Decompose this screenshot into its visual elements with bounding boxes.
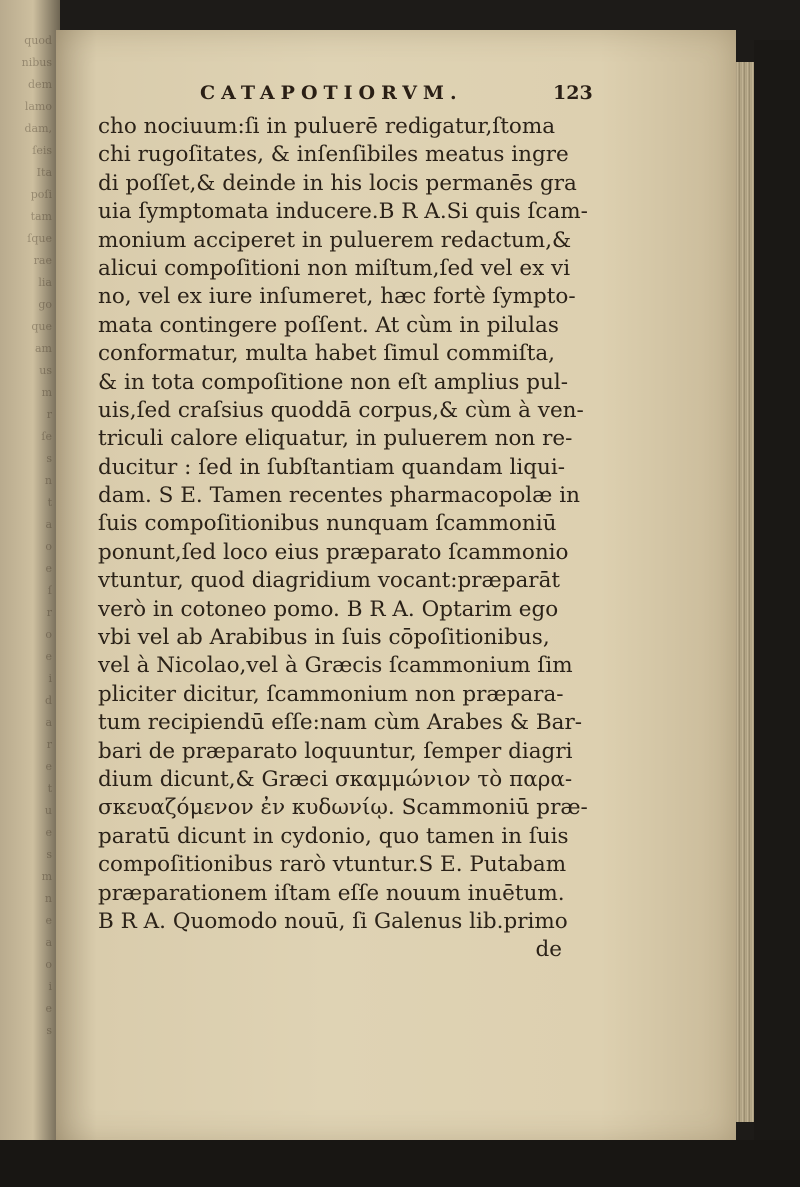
previous-page-fragment: tam <box>30 210 52 223</box>
page-number: 123 <box>553 82 593 104</box>
text-line: mata contingere poſſent. At cùm in pilulas <box>98 312 559 338</box>
previous-page-fragment: ſque <box>27 232 52 245</box>
text-line: uia ſymptomata inducere.B R A.Si quis ſcam- <box>98 199 588 225</box>
previous-page-fragment: e <box>45 1002 52 1015</box>
previous-page-fragment: u <box>44 804 52 817</box>
body-text <box>98 113 588 965</box>
running-title: CATAPOTIORVM. <box>200 82 463 104</box>
text-line: & in tota compoſitione non eſt amplius pul- <box>98 369 568 395</box>
text-line: cho nociuum:ſi in puluerē redigatur,ſtoma <box>98 114 556 139</box>
text-line: vtuntur, quod diagridium vocant:præparāt <box>98 568 561 594</box>
previous-page-fragment: am <box>35 342 52 355</box>
previous-page-fragment: o <box>45 628 52 641</box>
previous-page-fragment: s <box>46 848 52 861</box>
previous-page-fragment: i <box>48 980 52 993</box>
previous-page-fragment: que <box>31 320 52 333</box>
text-line: monium acciperet in puluerem redactum,& <box>98 227 572 253</box>
text-line: præparationem iſtam eſſe nouum inuētum. <box>98 880 565 906</box>
previous-page-fragment: dem <box>28 78 52 91</box>
previous-page-fragment: n <box>44 474 52 487</box>
text-line: di poſſet,& deinde in his locis permanēs gra <box>98 170 577 196</box>
catchword: de <box>535 937 562 963</box>
previous-page-fragment: a <box>45 518 52 531</box>
background-shadow-right <box>754 40 800 1187</box>
previous-page-fragment: e <box>45 826 52 839</box>
previous-page-fragment: n <box>44 892 52 905</box>
previous-page-fragment: i <box>48 672 52 685</box>
text-line: verò in cotoneo pomo. B R A. Optarim ego <box>98 596 559 622</box>
previous-page-fragment: s <box>46 1024 52 1037</box>
previous-page-fragment: t <box>47 782 52 795</box>
text-line: pliciter dicitur, ſcammonium non præpara- <box>98 681 564 707</box>
page-header <box>200 82 600 112</box>
previous-page-fragment: d <box>44 694 52 707</box>
previous-page-fragment: nibus <box>21 56 52 69</box>
previous-page-fragment: dam, <box>24 122 52 135</box>
previous-page-fragment: r <box>46 606 52 619</box>
text-line: paratū dicunt in cydonio, quo tamen in ſuis <box>98 823 569 849</box>
previous-page-fragment: go <box>38 298 52 311</box>
text-line: dium dicunt,& Græci σκαμμώνιον τὸ παρα- <box>98 766 573 792</box>
previous-page-fragment: us <box>39 364 52 377</box>
previous-page-fragment: s <box>46 452 52 465</box>
previous-page-edge <box>0 0 60 1140</box>
text-line: vbi vel ab Arabibus in ſuis cōpoſitionibus, <box>98 625 550 651</box>
previous-page-fragment: r <box>46 738 52 751</box>
previous-page-fragment: o <box>45 540 52 553</box>
text-line: tum recipiendū eſſe:nam cùm Arabes & Bar- <box>98 710 582 736</box>
previous-page-fragment: Ita <box>36 166 52 179</box>
previous-page-fragment: e <box>45 562 52 575</box>
background-shadow-bottom <box>0 1140 800 1187</box>
previous-page-fragment: m <box>41 386 52 399</box>
previous-page-fragment: t <box>47 496 52 509</box>
page-stack-edge <box>736 62 754 1122</box>
text-line: chi rugoſitates, & inſenſibiles meatus ingre <box>98 142 569 168</box>
previous-page-fragment: ſeis <box>32 144 52 157</box>
previous-page-fragment: lia <box>38 276 52 289</box>
text-line: vel à Nicolao,vel à Græcis ſcammonium ſim <box>98 653 573 679</box>
text-line: bari de præparato loquuntur, ſemper diagri <box>98 738 573 764</box>
previous-page-fragment: m <box>41 870 52 883</box>
previous-page-fragment: poſi <box>30 188 52 201</box>
text-line: conformatur, multa habet ſimul commiſta, <box>98 341 555 367</box>
text-line: compoſitionibus rarò vtuntur.S E. Putabam <box>98 852 567 878</box>
text-line: dam. S E. Tamen recentes pharmacopolæ in <box>98 483 580 509</box>
text-line: ſuis compoſitionibus nunquam ſcammoniū <box>98 511 557 537</box>
text-line: ducitur : ſed in ſubſtantiam quandam liqui- <box>98 454 566 480</box>
text-line: no, vel ex iure inſumeret, hæc fortè ſympto- <box>98 284 576 310</box>
previous-page-fragment: e <box>45 914 52 927</box>
previous-page-fragment: e <box>45 760 52 773</box>
previous-page-fragment: rae <box>33 254 52 267</box>
text-line: σκευαζόμενον ἐν κυδωνίῳ. Scammoniū præ- <box>98 795 588 821</box>
text-line: uis,ſed craſsius quoddā corpus,& cùm à ven- <box>98 397 584 423</box>
text-line: alicui compoſitioni non miſtum,ſed vel ex vi <box>98 255 571 281</box>
previous-page-fragment: ſ <box>47 584 52 597</box>
text-line: B R A. Quomodo nouū, ſi Galenus lib.primo <box>98 908 568 934</box>
text-line: triculi calore eliquatur, in puluerem non re- <box>98 426 573 452</box>
previous-page-fragment: e <box>45 650 52 663</box>
text-line: ponunt,ſed loco eius præparato ſcammonio <box>98 539 569 565</box>
previous-page-fragment: r <box>46 408 52 421</box>
previous-page-fragment: lamo <box>24 100 52 113</box>
previous-page-fragment: o <box>45 958 52 971</box>
previous-page-fragment: a <box>45 716 52 729</box>
previous-page-fragment: ſe <box>41 430 52 443</box>
previous-page-fragment: quod <box>24 34 52 47</box>
previous-page-bleed-text <box>4 30 52 1080</box>
previous-page-fragment: a <box>45 936 52 949</box>
